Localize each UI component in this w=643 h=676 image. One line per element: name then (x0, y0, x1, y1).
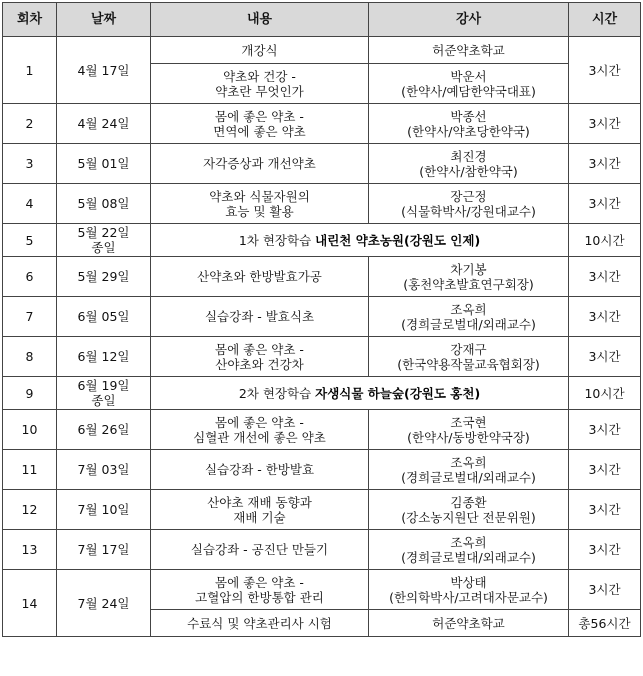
instructor-title: (경희글로벌대/외래교수) (401, 549, 536, 565)
instructor-cell (369, 144, 569, 184)
instructor-name: 조옥희 (450, 454, 487, 470)
instructor-title: (한국약용작물교육협회장) (397, 356, 540, 372)
field-trip-place: 자생식물 하늘숲(강원도 홍천) (315, 385, 481, 401)
hours-cell: 3시간 (569, 410, 641, 450)
header-date: 날짜 (57, 3, 151, 37)
date-cell: 7월 24일 (57, 570, 151, 637)
date-cell: 4월 24일 (57, 104, 151, 144)
hours-cell: 3시간 (569, 184, 641, 224)
field-trip-cell (151, 377, 569, 410)
date-cell: 6월 26일 (57, 410, 151, 450)
content-cell: 몸에 좋은 약초 - 심혈관 개선에 좋은 약초 (151, 410, 369, 450)
instructor-cell (369, 410, 569, 450)
instructor-name: 조옥희 (450, 534, 487, 550)
instructor-cell (369, 530, 569, 570)
instructor-cell: 허준약초학교 (369, 610, 569, 637)
hours-cell: 3시간 (569, 104, 641, 144)
session-cell: 3 (3, 144, 57, 184)
hours-cell: 3시간 (569, 144, 641, 184)
hours-cell: 3시간 (569, 450, 641, 490)
date-cell: 6월 05일 (57, 297, 151, 337)
table-row (3, 450, 641, 490)
instructor-name: 강재구 (450, 341, 487, 357)
session-cell: 10 (3, 410, 57, 450)
instructor-title: (경희글로벌대/외래교수) (401, 469, 536, 485)
session-cell: 8 (3, 337, 57, 377)
instructor-title: (강소농지원단 전문위원) (401, 509, 536, 525)
hours-cell: 3시간 (569, 490, 641, 530)
content-cell: 몸에 좋은 약초 - 고혈압의 한방통합 관리 (151, 570, 369, 610)
date-cell: 7월 03일 (57, 450, 151, 490)
session-cell: 11 (3, 450, 57, 490)
instructor-name: 김종환 (450, 494, 487, 510)
instructor-name: 박종선 (450, 108, 487, 124)
hours-cell: 3시간 (569, 570, 641, 610)
content-cell: 자각증상과 개선약초 (151, 144, 369, 184)
instructor-cell (369, 570, 569, 610)
session-cell: 4 (3, 184, 57, 224)
table-row (3, 530, 641, 570)
instructor-name: 조옥희 (450, 301, 487, 317)
hours-cell: 3시간 (569, 530, 641, 570)
table-row (3, 297, 641, 337)
date-cell: 4월 17일 (57, 37, 151, 104)
instructor-title: (한약사/예담한약국대표) (401, 83, 536, 99)
content-cell: 몸에 좋은 약초 - 면역에 좋은 약초 (151, 104, 369, 144)
instructor-title: (홍천약초발효연구회장) (403, 276, 534, 292)
instructor-name: 최진경 (450, 148, 487, 164)
table-row (3, 37, 641, 64)
date-cell: 6월 19일 종일 (57, 377, 151, 410)
hours-cell: 3시간 (569, 257, 641, 297)
header-session: 회차 (3, 3, 57, 37)
date-cell: 5월 08일 (57, 184, 151, 224)
field-trip-place: 내린천 약초농원(강원도 인제) (315, 232, 481, 248)
instructor-title: (한약사/약초당한약국) (407, 123, 530, 139)
session-cell: 12 (3, 490, 57, 530)
content-cell: 개강식 (151, 37, 369, 64)
instructor-name: 차기봉 (450, 261, 487, 277)
field-trip-label: 2차 현장학습 (238, 385, 316, 401)
instructor-cell (369, 490, 569, 530)
schedule-table (2, 2, 641, 637)
table-row (3, 257, 641, 297)
session-cell: 14 (3, 570, 57, 637)
session-cell: 2 (3, 104, 57, 144)
hours-cell: 3시간 (569, 297, 641, 337)
instructor-title: (한약사/참한약국) (419, 163, 518, 179)
instructor-name: 박운서 (450, 68, 487, 84)
session-cell: 9 (3, 377, 57, 410)
instructor-name: 조국현 (450, 414, 487, 430)
table-row (3, 337, 641, 377)
field-trip-label: 1차 현장학습 (238, 232, 316, 248)
table-row (3, 104, 641, 144)
instructor-name: 박상태 (450, 574, 487, 590)
instructor-title: (한의학박사/고려대자문교수) (389, 589, 548, 605)
content-cell: 실습강좌 - 공진단 만들기 (151, 530, 369, 570)
instructor-name: 장근정 (450, 188, 487, 204)
table-row (3, 184, 641, 224)
total-hours-cell: 총56시간 (569, 610, 641, 637)
session-cell: 5 (3, 224, 57, 257)
header-content: 내용 (151, 3, 369, 37)
date-cell: 7월 17일 (57, 530, 151, 570)
date-cell: 5월 22일 종일 (57, 224, 151, 257)
date-cell: 6월 12일 (57, 337, 151, 377)
hours-cell: 10시간 (569, 377, 641, 410)
date-cell: 7월 10일 (57, 490, 151, 530)
instructor-cell (369, 104, 569, 144)
instructor-cell (369, 257, 569, 297)
header-instructor: 강사 (369, 3, 569, 37)
hours-cell: 10시간 (569, 224, 641, 257)
instructor-title: (한약사/동방한약국장) (407, 429, 530, 445)
session-cell: 13 (3, 530, 57, 570)
content-cell: 약초와 건강 - 약초란 무엇인가 (151, 64, 369, 104)
content-cell: 실습강좌 - 발효식초 (151, 297, 369, 337)
table-row (3, 490, 641, 530)
date-cell: 5월 01일 (57, 144, 151, 184)
session-cell: 7 (3, 297, 57, 337)
table-row (3, 144, 641, 184)
content-cell: 산야초 재배 동향과 재배 기술 (151, 490, 369, 530)
instructor-cell: 허준약초학교 (369, 37, 569, 64)
table-row (3, 410, 641, 450)
instructor-cell (369, 184, 569, 224)
hours-cell: 3시간 (569, 37, 641, 104)
field-trip-cell (151, 224, 569, 257)
header-row (3, 3, 641, 37)
date-cell: 5월 29일 (57, 257, 151, 297)
table-row (3, 570, 641, 610)
content-cell: 수료식 및 약초관리사 시험 (151, 610, 369, 637)
table-row (3, 224, 641, 257)
hours-cell: 3시간 (569, 337, 641, 377)
table-row (3, 377, 641, 410)
content-cell: 산약초와 한방발효가공 (151, 257, 369, 297)
instructor-title: (식물학박사/강원대교수) (401, 203, 536, 219)
session-cell: 6 (3, 257, 57, 297)
content-cell: 약초와 식물자원의 효능 및 활용 (151, 184, 369, 224)
content-cell: 몸에 좋은 약초 - 산야초와 건강차 (151, 337, 369, 377)
instructor-cell (369, 64, 569, 104)
instructor-title: (경희글로벌대/외래교수) (401, 316, 536, 332)
instructor-cell (369, 337, 569, 377)
session-cell: 1 (3, 37, 57, 104)
instructor-cell (369, 297, 569, 337)
content-cell: 실습강좌 - 한방발효 (151, 450, 369, 490)
header-hours: 시간 (569, 3, 641, 37)
instructor-cell (369, 450, 569, 490)
